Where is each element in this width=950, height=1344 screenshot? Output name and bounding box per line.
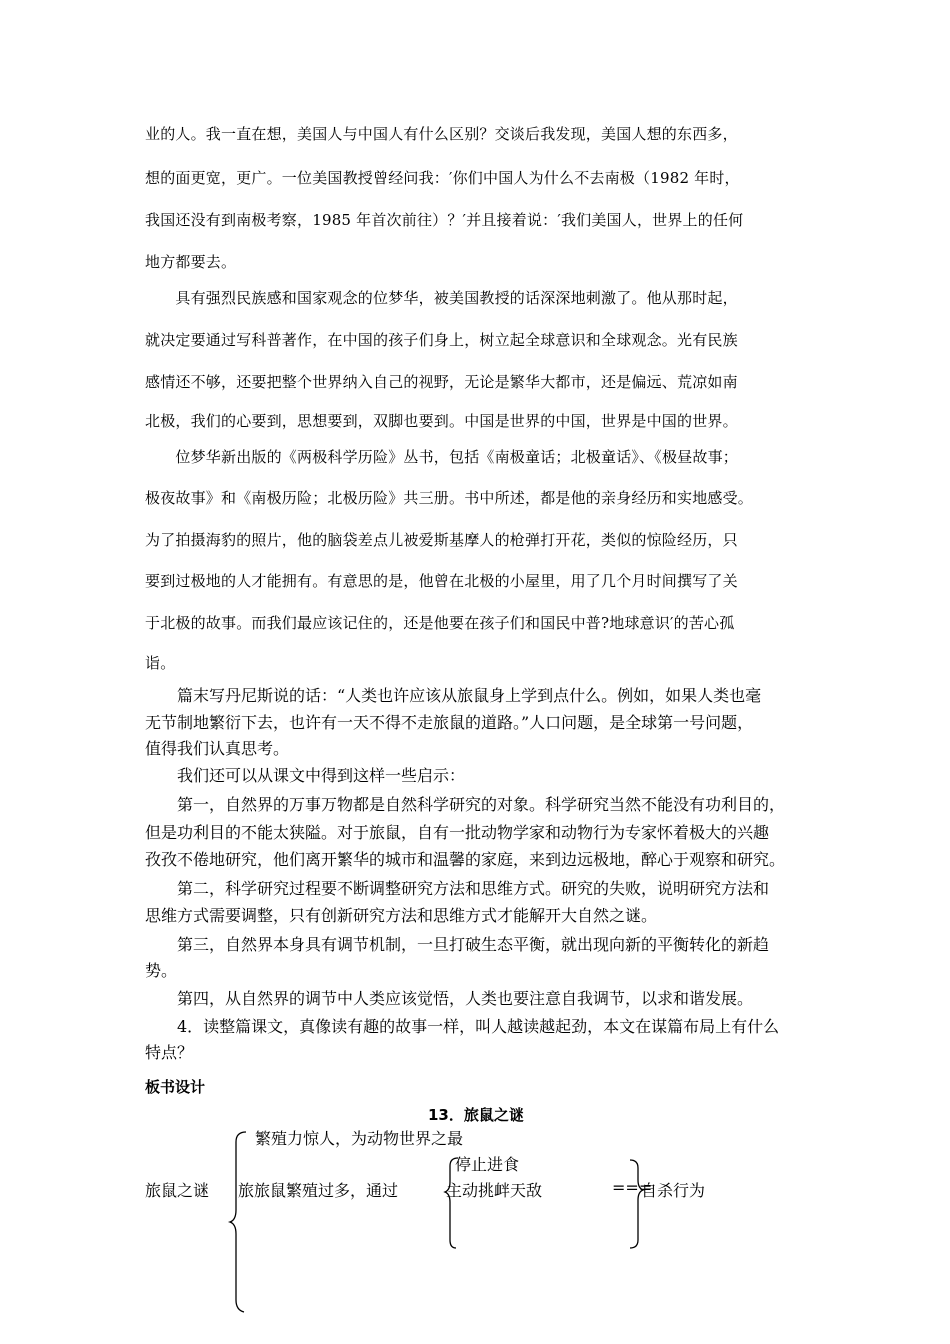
text-line: 4．读整篇课文，真像读有趣的故事一样，叫人越读越起劲，本文在谋篇布局上有什么 (145, 1017, 780, 1036)
text-line: 但是功利目的不能太狭隘。对于旅鼠，自有一批动物学家和动物行为专家怀着极大的兴趣 (145, 823, 770, 842)
brace-left-large (230, 1132, 246, 1312)
board-arrow: === (612, 1178, 653, 1197)
text-line: 北极，我们的心要到，思想要到，双脚也要到。中国是世界的中国，世界是中国的世界。 (145, 412, 738, 430)
brace-right (630, 1160, 643, 1248)
text-line: 要到过极地的人才能拥有。有意思的是，他曾在北极的小屋里，用了几个月时间撰写了关 (145, 572, 738, 590)
text-line: 无节制地繁衍下去，也许有一天不得不走旅鼠的道路。”人口问题，是全球第一号问题， (145, 713, 754, 732)
text-line: 诣。 (145, 654, 176, 672)
board-branch-1: 繁殖力惊人，为动物世界之最 (255, 1129, 464, 1148)
text-line: 于北极的故事。而我们最应该记住的，还是他要在孩子们和国民中普?地球意识′的苦心孤 (145, 614, 735, 632)
text-line: 业的人。我一直在想，美国人与中国人有什么区别？交谈后我发现，美国人想的东西多， (145, 125, 738, 143)
text-line: 第二，科学研究过程要不断调整研究方法和思维方式。研究的失败，说明研究方法和 (145, 879, 770, 898)
brace-left-small (445, 1158, 458, 1248)
text-line: 极夜故事》和《南极历险；北极历险》共三册。书中所述，都是他的亲身经历和实地感受。 (145, 489, 754, 507)
text-line: 第三，自然界本身具有调节机制，一旦打破生态平衡，就出现向新的平衡转化的新趋 (145, 935, 770, 954)
section-heading: 板书设计 (145, 1078, 206, 1096)
board-sub-2: 主动挑衅天敌 (446, 1181, 543, 1200)
text-line: 具有强烈民族感和国家观念的位梦华，被美国教授的话深深地刺激了。他从那时起， (145, 289, 738, 307)
text-line: 势。 (145, 961, 178, 980)
text-line: 特点？ (145, 1043, 194, 1062)
text-line: 想的面更宽，更广。一位美国教授曾经问我：′你们中国人为什么不去南极（1982 年时， (145, 169, 740, 187)
text-line: 我国还没有到南极考察，1985 年首次前往）？′并且接着说：′我们美国人，世界上的任何 (145, 211, 744, 229)
text-line: 值得我们认真思考。 (145, 739, 290, 758)
board-result: 自杀行为 (641, 1181, 706, 1200)
board-root: 旅鼠之谜 (145, 1181, 210, 1200)
text-line: 思维方式需要调整，只有创新研究方法和思维方式才能解开大自然之谜。 (145, 906, 658, 925)
text-line: 地方都要去。 (145, 253, 237, 271)
text-line: 位梦华新出版的《两极科学历险》丛书，包括《南极童话；北极童话》、《极昼故事； (145, 448, 739, 466)
board-branch-2: 旅旅鼠繁殖过多，通过 (238, 1181, 399, 1200)
text-line: 第一，自然界的万事万物都是自然科学研究的对象。科学研究当然不能没有功利目的， (145, 795, 786, 814)
board-title: 13．旅鼠之谜 (428, 1106, 524, 1124)
text-line: 孜孜不倦地研究，他们离开繁华的城市和温馨的家庭，来到边远极地，醉心于观察和研究。 (145, 850, 786, 869)
board-sub-1: 停止进食 (455, 1155, 520, 1174)
text-line: 就决定要通过写科普著作，在中国的孩子们身上，树立起全球意识和全球观念。光有民族 (145, 331, 738, 349)
text-line: 我们还可以从课文中得到这样一些启示： (145, 766, 466, 785)
text-line: 篇末写丹尼斯说的话：“人类也许应该从旅鼠身上学到点什么。例如，如果人类也毫 (145, 686, 762, 705)
text-line: 为了拍摄海豹的照片，他的脑袋差点儿被爱斯基摩人的枪弹打开花，类似的惊险经历，只 (145, 531, 738, 549)
text-line: 感情还不够，还要把整个世界纳入自己的视野，无论是繁华大都市，还是偏远、荒凉如南 (145, 373, 738, 391)
text-line: 第四，从自然界的调节中人类应该觉悟，人类也要注意自我调节，以求和谐发展。 (145, 989, 754, 1008)
